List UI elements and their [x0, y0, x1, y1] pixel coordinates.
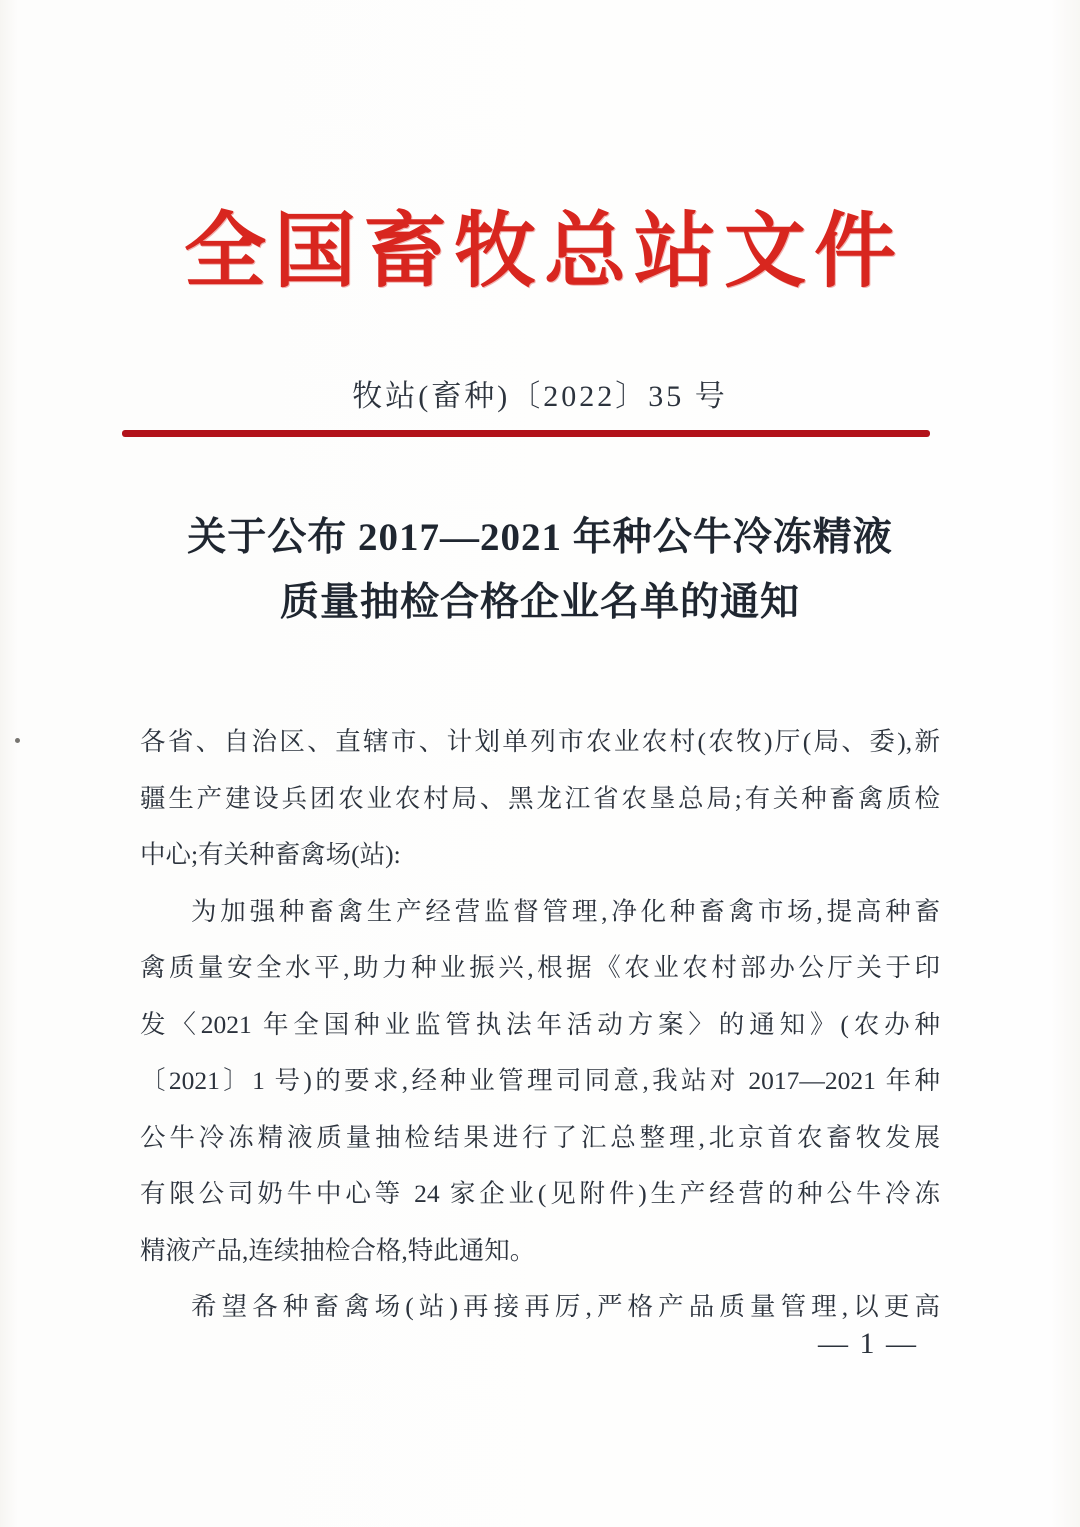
document-body: [140, 714, 940, 1336]
document-number: 牧站(畜种)〔2022〕35 号: [352, 380, 728, 413]
body-line: 禽质量安全水平,助力种业振兴,根据《农业农村部办公厅关于印: [140, 953, 940, 982]
body-line: 公牛冷冻精液质量抽检结果进行了汇总整理,北京首农畜牧发展: [140, 1122, 940, 1152]
body-line: 〔2021〕1 号)的要求,经种业管理司同意,我站对 2017—2021 年种: [140, 1066, 940, 1095]
body-line: 精液产品,连续抽检合格,特此通知。: [140, 1235, 536, 1265]
document-title: [0, 505, 1080, 635]
page-number: — 1 —: [818, 1327, 918, 1360]
body-line: 疆生产建设兵团农业农村局、黑龙江省农垦总局;有关种畜禽质检: [140, 783, 940, 813]
document-title-line1: 关于公布 2017—2021 年种公牛冷冻精液: [187, 516, 893, 559]
body-line: 各省、自治区、直辖市、计划单列市农业农村(农牧)厅(局、委),新: [140, 727, 940, 756]
org-header-title: 全国畜牧总站文件: [183, 206, 904, 297]
body-line: 为加强种畜禽生产经营监督管理,净化种畜禽市场,提高种畜: [191, 896, 940, 926]
body-line: 发〈2021 年全国种业监管执法年活动方案〉的通知》(农办种: [140, 1009, 940, 1039]
red-divider-line: [122, 430, 930, 437]
scan-speck-artifact: [15, 738, 20, 743]
body-line: 有限公司奶牛中心等 24 家企业(见附件)生产经营的种公牛冷冻: [140, 1179, 940, 1208]
body-line: 中心;有关种畜禽场(站):: [140, 840, 401, 869]
body-line: 希望各种畜禽场(站)再接再厉,严格产品质量管理,以更高: [191, 1292, 940, 1321]
document-title-line2: 质量抽检合格企业名单的通知: [279, 581, 800, 624]
